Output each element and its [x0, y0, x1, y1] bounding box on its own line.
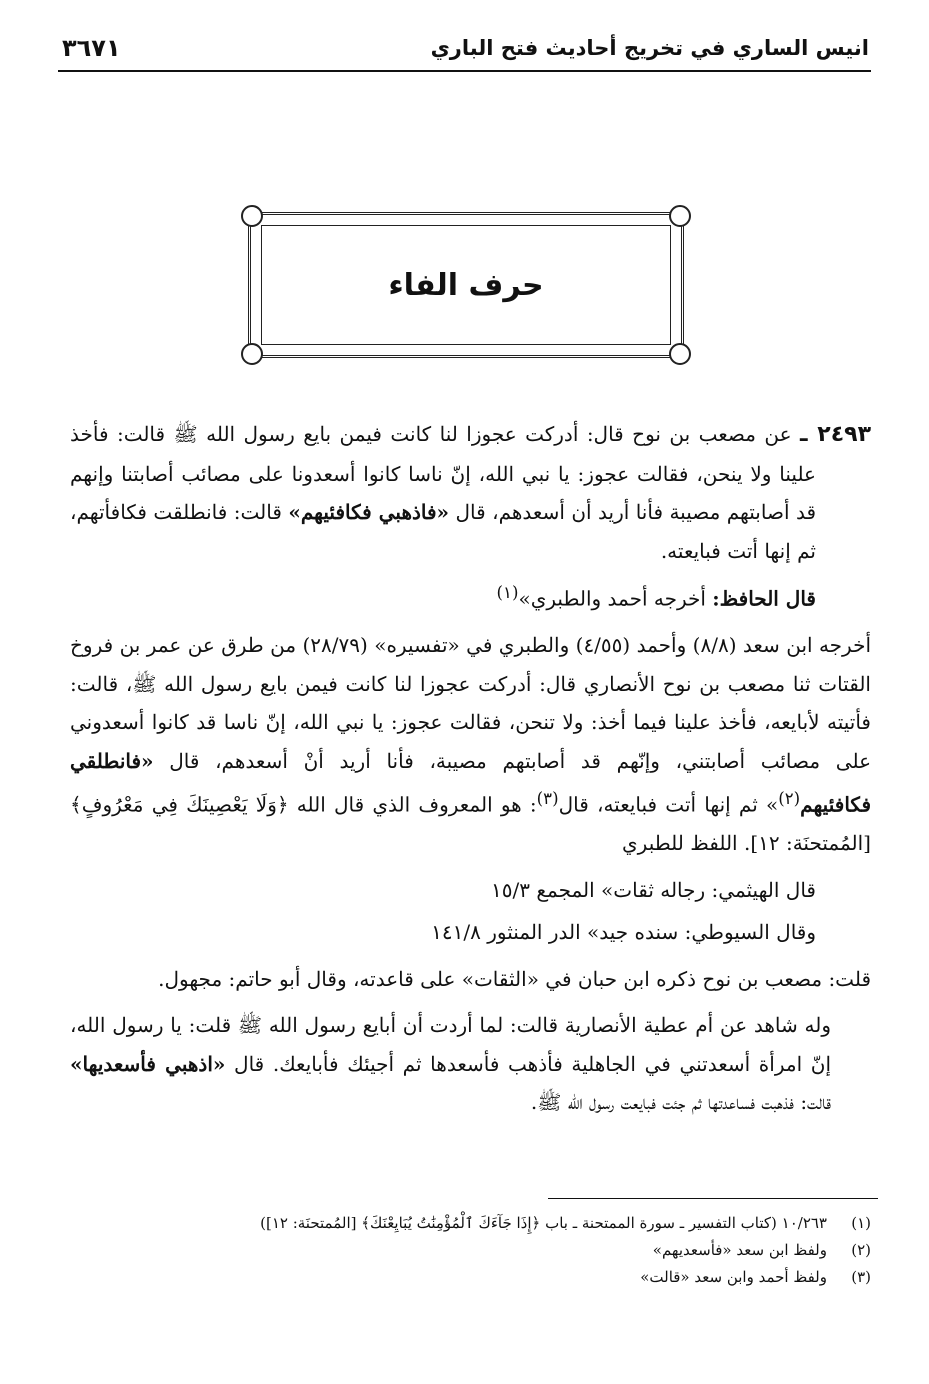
takhrij-paragraph — [70, 626, 871, 863]
footnote-text: ١٠/٢٦٣ (كتاب التفسير ـ سورة الممتحنة ـ باب ﴿إِذَا جَآءَكَ ٱلْمُؤْمِنَٰتُ يُبَايِعْنَكَ﴾ [المُمتحنَة: ١٢]) — [260, 1214, 827, 1232]
corner-ornament-icon — [241, 343, 263, 365]
footnote — [70, 1210, 871, 1237]
footnote-number: (٣) — [851, 1268, 871, 1286]
footnote-number: (٢) — [851, 1241, 871, 1259]
footnote — [70, 1264, 871, 1291]
hadith-number: ٢٤٩٣ ـ — [800, 422, 871, 447]
footnote-divider — [548, 1198, 878, 1199]
suyuti-line: وقال السيوطي: سنده جيد» الدر المنثور ١٤١/٨ — [431, 920, 816, 945]
footnote-text: ولفظ ابن سعد «فأسعديهم» — [652, 1241, 827, 1259]
footnote-ref: (٣) — [536, 789, 559, 809]
chapter-title-frame — [248, 212, 684, 358]
footnote-ref: (٢) — [778, 789, 801, 809]
takhrij-text-2: » ثم إنها أتت فبايعته، قال — [558, 792, 779, 817]
qultu-paragraph: قلت: مصعب بن نوح ذكره ابن حبان في «الثقات» على قاعدته، وقال أبو حاتم: مجهول. — [158, 966, 871, 991]
running-header — [58, 34, 871, 72]
hafiz-paragraph — [70, 574, 871, 618]
haythami-line: قال الهيثمي: رجاله ثقات» المجمع ١٥/٣ — [491, 877, 816, 902]
main-text — [70, 415, 871, 1122]
header-title: انيس الساري في تخريج أحاديث فتح الباري — [430, 36, 869, 60]
footnote-ref: (١) — [496, 583, 519, 602]
hadith-text: عن مصعب بن نوح قال: أدركت عجوزا لنا كانت فيمن بايع رسول الله ﷺ قالت: فأخذ علينا ولا ينحن، فقالت عجوز: يا نبي الله، إنّ ناسا كانوا أسعدونا على مصائب أصابتنا وإنهم قد أصابتهم مصيبة فأنا أريد أن أسعدهم، قال — [70, 422, 816, 524]
corner-ornament-icon — [669, 205, 691, 227]
page-number: ٣٦٧١ — [62, 34, 121, 62]
corner-ornament-icon — [669, 343, 691, 365]
hafiz-label: قال الحافظ: — [712, 586, 816, 611]
hadith-paragraph — [70, 415, 871, 570]
corner-ornament-icon — [241, 205, 263, 227]
takhrij-text-3: : هو المعروف الذي قال الله ﴿وَلَا يَعْصِينَكَ فِي مَعْرُوفٍ﴾ [المُمتحنَة: ١٢]. اللفظ للطبري — [70, 792, 871, 856]
shahid-paragraph — [70, 1006, 871, 1122]
shahid-quote: «اذهبي فأسعديها» — [70, 1051, 226, 1076]
footnote — [70, 1237, 871, 1264]
takhrij-quote: «فانطلقي فكافئيهم — [70, 748, 872, 817]
takhrij-text: أخرجه ابن سعد (٨/٨) وأحمد (٤/٥٥) والطبري في «تفسيره» (٢٨/٧٩) من طرق عن عمر بن فروخ القتات ثنا مصعب بن نوح الأنصاري قال: أدركت عجوزا لنا كانت فيمن بايع رسول الله ﷺ، قالت: فأتيته لأبايعه، فأخذ علينا فيما أخذ: ولا تنحن، فقالت عجوز: يا نبي الله، إنّ ناسا قد كانوا أسعدوني على مصائب أصابتني، وإنّهم قد أصابتهم مصيبة، فأنا أريد أنْ أسعدهم، قال — [70, 633, 872, 773]
hafiz-text: أخرجه أحمد والطبري» — [518, 586, 706, 611]
hadith-text-end: قالت: فانطلقت فكافأتهم، ثم إنها أتت فبايعته. — [70, 500, 816, 563]
hadith-quote: «فاذهبي فكافئيهم» — [288, 500, 450, 524]
chapter-title: حرف الفاء — [388, 267, 544, 303]
shahid-text: وله شاهد عن أم عطية الأنصارية قالت: لما أردت أن أبايع رسول الله ﷺ قلت: يا رسول الله، إنّ امرأة أسعدتني في الجاهلية فأذهب فأسعدها ثم أجيئك فأبايعك. قال — [70, 1013, 832, 1076]
shahid-text-end: قالت: فذهبت فساعدتها ثم جئت فبايعت رسول الله ﷺ. — [530, 1090, 831, 1115]
footnotes — [70, 1210, 871, 1291]
footnote-number: (١) — [851, 1214, 871, 1232]
footnote-text: ولفظ أحمد وابن سعد «قالت» — [640, 1268, 827, 1286]
